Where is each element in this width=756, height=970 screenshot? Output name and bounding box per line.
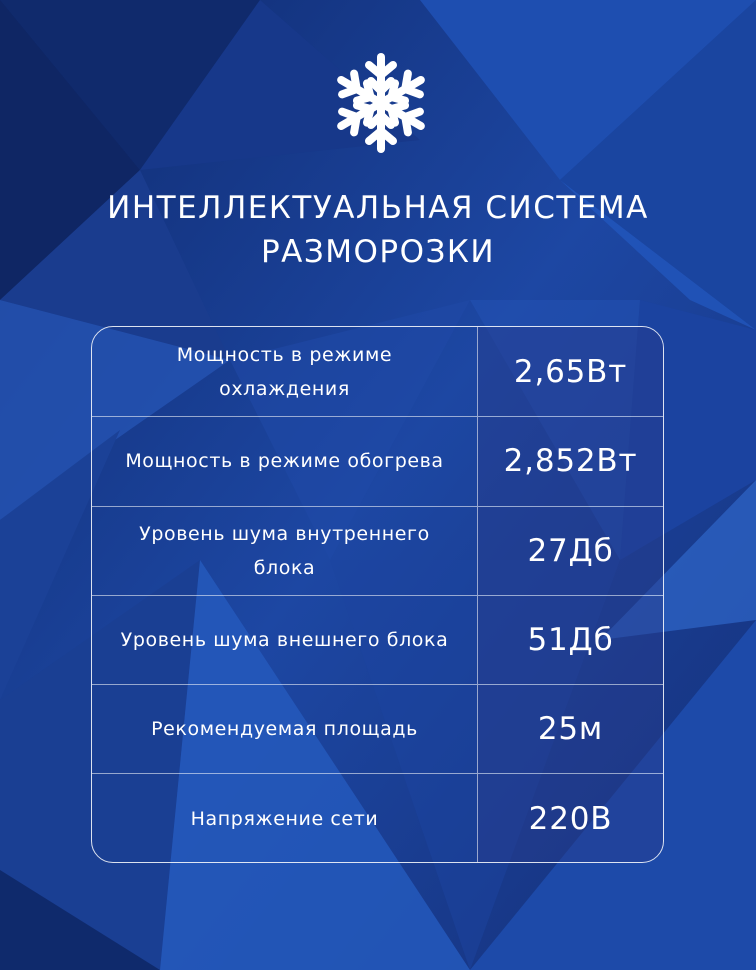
spec-label: Уровень шума внешнего блока [120,629,449,652]
spec-value: 51Дб [477,596,663,684]
spec-value: 220В [477,774,663,862]
spec-value: 2,65Вт [477,327,663,416]
title-line-2: РАЗМОРОЗКИ [260,234,496,270]
spec-value: 2,852Вт [477,417,663,505]
snowflake-icon [331,48,431,158]
spec-row-heating-power [92,416,663,505]
spec-row-voltage [92,773,663,862]
spec-row-cooling-power [92,327,663,416]
spec-row-indoor-noise [92,506,663,595]
spec-row-recommended-area [92,684,663,773]
page-title [0,186,756,274]
spec-label: Уровень шума внутреннего блока [139,522,430,579]
spec-value: 25м [477,685,663,773]
spec-row-outdoor-noise [92,595,663,684]
spec-label: Рекомендуемая площадь [151,718,418,741]
spec-value: 27Дб [477,507,663,595]
title-line-1: ИНТЕЛЛЕКТУАЛЬНАЯ СИСТЕМА [107,190,649,226]
specs-table [91,326,664,863]
spec-label: Напряжение сети [190,807,379,830]
spec-label: Мощность в режиме обогрева [125,450,444,473]
spec-label: Мощность в режиме охлаждения [176,343,393,400]
